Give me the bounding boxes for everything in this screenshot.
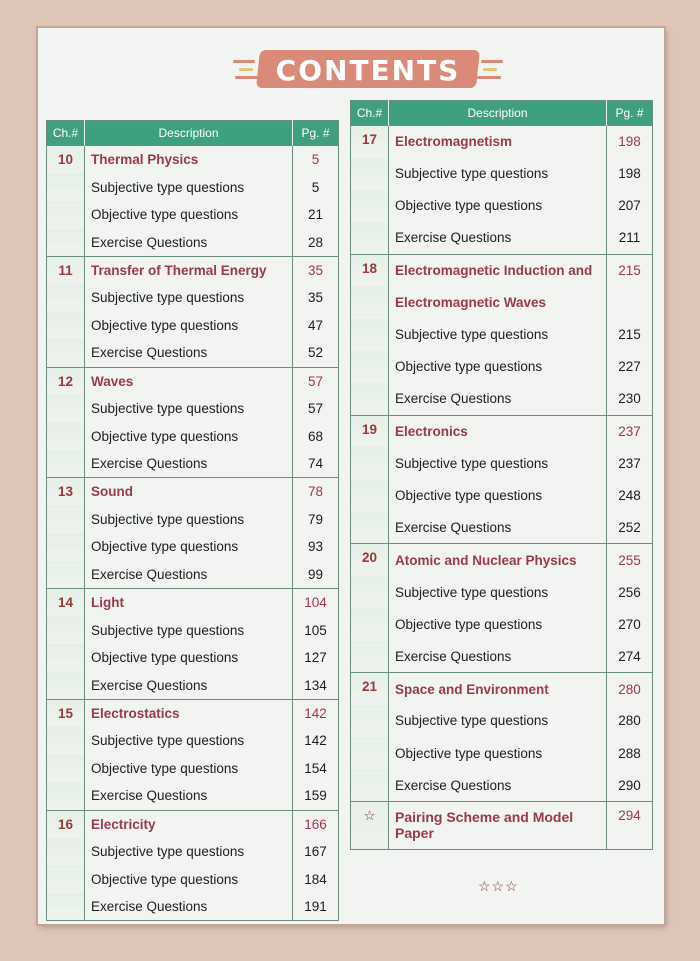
section-row [47,201,339,229]
chapter-row [47,146,339,174]
section-row [351,158,653,190]
page-number: 47 [293,312,339,340]
section-title: Objective type questions [395,359,543,375]
section-title: Exercise Questions [91,677,208,693]
page-number: 252 [607,512,653,544]
section-title: Exercise Questions [395,648,512,664]
section-title: Exercise Questions [91,566,208,582]
chapter-number [351,737,389,769]
section-row [47,561,339,589]
page-number: 184 [293,865,339,893]
section-row [351,447,653,479]
page-number: 74 [293,450,339,478]
chapter-title: Waves [85,367,293,395]
section-row [351,351,653,383]
section-row [351,286,653,318]
star-icon: ☆ [351,801,389,849]
header-description: Description [389,101,607,126]
page-number [607,286,653,318]
section-title: Subjective type questions [395,166,549,182]
chapter-number: 12 [47,367,85,395]
chapter-number [47,865,85,893]
section-title: Objective type questions [395,488,543,504]
chapter-number [47,782,85,810]
section-title: Subjective type questions [91,511,245,527]
page-number: 280 [607,705,653,737]
chapter-number [47,644,85,672]
section-row [47,672,339,700]
page-number: 35 [293,256,339,284]
chapter-number: 13 [47,478,85,506]
section-row [47,616,339,644]
chapter-title: Light [85,589,293,617]
page-number: 99 [293,561,339,589]
section-row [351,737,653,769]
page-number: 288 [607,737,653,769]
chapter-number [47,201,85,229]
section-title: Objective type questions [91,317,239,333]
page-title: CONTENTS [275,53,461,87]
chapter-number [47,561,85,589]
chapter-row [47,699,339,727]
section-row [47,893,339,921]
chapter-number [351,480,389,512]
section-row [351,705,653,737]
section-title: Exercise Questions [395,230,512,246]
section-row [351,576,653,608]
section-title: Objective type questions [91,207,239,223]
section-title: Subjective type questions [395,713,549,729]
page-number: 211 [607,222,653,254]
chapter-number [351,769,389,801]
section-title: Subjective type questions [395,327,549,343]
page-number: 68 [293,422,339,450]
contents-table-left [46,120,339,921]
section-row [47,339,339,367]
chapter-title: Electrostatics [85,699,293,727]
section-row [351,641,653,673]
chapter-number [351,608,389,640]
page-number: 28 [293,229,339,257]
chapter-number [47,173,85,201]
section-title: Objective type questions [91,650,239,666]
chapter-title: Sound [85,478,293,506]
chapter-number [47,339,85,367]
chapter-number [351,512,389,544]
section-title: Subjective type questions [91,401,245,417]
chapter-number [351,351,389,383]
table-header [351,101,653,126]
section-row [351,608,653,640]
chapter-number [351,383,389,415]
section-title: Subjective type questions [91,290,245,306]
chapter-title: Transfer of Thermal Energy [85,256,293,284]
contents-table-right [350,100,653,850]
chapter-number [351,705,389,737]
chapter-number [47,284,85,312]
chapter-number: 18 [351,254,389,286]
table-header [47,121,339,146]
section-title: Objective type questions [91,428,239,444]
header-page: Pg. # [607,101,653,126]
chapter-number: 10 [47,146,85,174]
section-title: Objective type questions [91,760,239,776]
header-chapter: Ch.# [351,101,389,126]
section-title: Exercise Questions [91,788,208,804]
page-number: 105 [293,616,339,644]
section-title: Electromagnetic Waves [395,295,547,311]
chapter-number: 11 [47,256,85,284]
page-number: 142 [293,727,339,755]
chapter-row [47,810,339,838]
chapter-row [351,254,653,286]
chapter-number [47,395,85,423]
page-number: 52 [293,339,339,367]
chapter-number [47,505,85,533]
page-number: 78 [293,478,339,506]
chapter-title: Electromagnetic Induction and [389,254,607,286]
page-number: 5 [293,173,339,201]
page-number: 280 [607,673,653,705]
chapter-number: 15 [47,699,85,727]
chapter-row [351,673,653,705]
page-number: 5 [293,146,339,174]
page-number: 237 [607,415,653,447]
chapter-row [351,415,653,447]
page-number: 290 [607,769,653,801]
section-row [351,190,653,222]
section-title: Objective type questions [395,198,543,214]
page-number: 248 [607,480,653,512]
chapter-number [47,616,85,644]
page-number: 166 [293,810,339,838]
section-row [47,312,339,340]
chapter-title: Electronics [389,415,607,447]
chapter-number [351,286,389,318]
page-number: 35 [293,284,339,312]
section-row [47,229,339,257]
chapter-row [351,126,653,158]
header-page: Pg. # [293,121,339,146]
section-row [47,533,339,561]
page-number: 256 [607,576,653,608]
section-row [351,222,653,254]
section-title: Exercise Questions [91,899,208,915]
page-number: 142 [293,699,339,727]
section-row [47,395,339,423]
section-title: Exercise Questions [395,391,512,407]
chapter-title: Thermal Physics [85,146,293,174]
chapter-number [47,450,85,478]
section-title: Objective type questions [91,539,239,555]
chapter-row [351,544,653,576]
page-number: 127 [293,644,339,672]
page-number: 270 [607,608,653,640]
section-row [47,644,339,672]
section-row [351,383,653,415]
section-title: Subjective type questions [395,584,549,600]
pairing-scheme-row [351,801,653,849]
section-row [47,755,339,783]
pairing-scheme-title: Pairing Scheme and Model Paper [389,801,607,849]
chapter-title: Space and Environment [389,673,607,705]
section-title: Objective type questions [91,871,239,887]
page-number: 237 [607,447,653,479]
chapter-number: 20 [351,544,389,576]
chapter-number: 14 [47,589,85,617]
section-row [351,480,653,512]
chapter-number: 21 [351,673,389,705]
chapter-number [47,755,85,783]
chapter-row [47,589,339,617]
page-number: 191 [293,893,339,921]
chapter-row [47,367,339,395]
chapter-number [47,229,85,257]
section-row [47,865,339,893]
page-number: 215 [607,319,653,351]
section-title: Exercise Questions [91,456,208,472]
chapter-number [47,533,85,561]
chapter-number [351,447,389,479]
page-number: 159 [293,782,339,810]
section-title: Subjective type questions [91,179,245,195]
page-number: 154 [293,755,339,783]
page-number: 294 [607,801,653,849]
section-row [47,173,339,201]
chapter-number [47,312,85,340]
chapter-number [351,576,389,608]
chapter-number [47,893,85,921]
section-row [47,284,339,312]
section-row [47,450,339,478]
chapter-number [47,838,85,866]
section-title: Objective type questions [395,616,543,632]
section-title: Exercise Questions [395,520,512,536]
chapter-number [351,158,389,190]
chapter-number [47,422,85,450]
page-number: 57 [293,395,339,423]
section-title: Subjective type questions [395,455,549,471]
contents-banner [233,48,503,92]
page-number: 274 [607,641,653,673]
page-number: 207 [607,190,653,222]
header-description: Description [85,121,293,146]
section-row [47,422,339,450]
section-row [351,319,653,351]
chapter-title: Electromagnetism [389,126,607,158]
chapter-number [47,727,85,755]
page-number: 198 [607,126,653,158]
page-number: 93 [293,533,339,561]
section-row [47,838,339,866]
page-number: 198 [607,158,653,190]
page-number: 104 [293,589,339,617]
contents-page [38,28,664,924]
page-number: 230 [607,383,653,415]
page-number: 215 [607,254,653,286]
section-title: Subjective type questions [91,733,245,749]
page-number: 227 [607,351,653,383]
chapter-number [351,641,389,673]
section-row [351,769,653,801]
section-row [47,727,339,755]
chapter-row [47,478,339,506]
chapter-number [351,190,389,222]
page-number: 57 [293,367,339,395]
chapter-number [351,222,389,254]
section-row [351,512,653,544]
page-number: 255 [607,544,653,576]
section-row [47,782,339,810]
chapter-number: 19 [351,415,389,447]
section-row [47,505,339,533]
chapter-title: Electricity [85,810,293,838]
chapter-number [47,672,85,700]
page-number: 79 [293,505,339,533]
section-title: Exercise Questions [91,345,208,361]
page-number: 21 [293,201,339,229]
chapter-number: 16 [47,810,85,838]
section-title: Exercise Questions [395,777,512,793]
section-title: Objective type questions [395,745,543,761]
bottom-stars: ☆☆☆ [478,878,519,894]
section-title: Exercise Questions [91,234,208,250]
page-number: 167 [293,838,339,866]
chapter-number [351,319,389,351]
chapter-row [47,256,339,284]
section-title: Subjective type questions [91,622,245,638]
header-chapter: Ch.# [47,121,85,146]
section-title: Subjective type questions [91,844,245,860]
chapter-number: 17 [351,126,389,158]
chapter-title: Atomic and Nuclear Physics [389,544,607,576]
page-number: 134 [293,672,339,700]
